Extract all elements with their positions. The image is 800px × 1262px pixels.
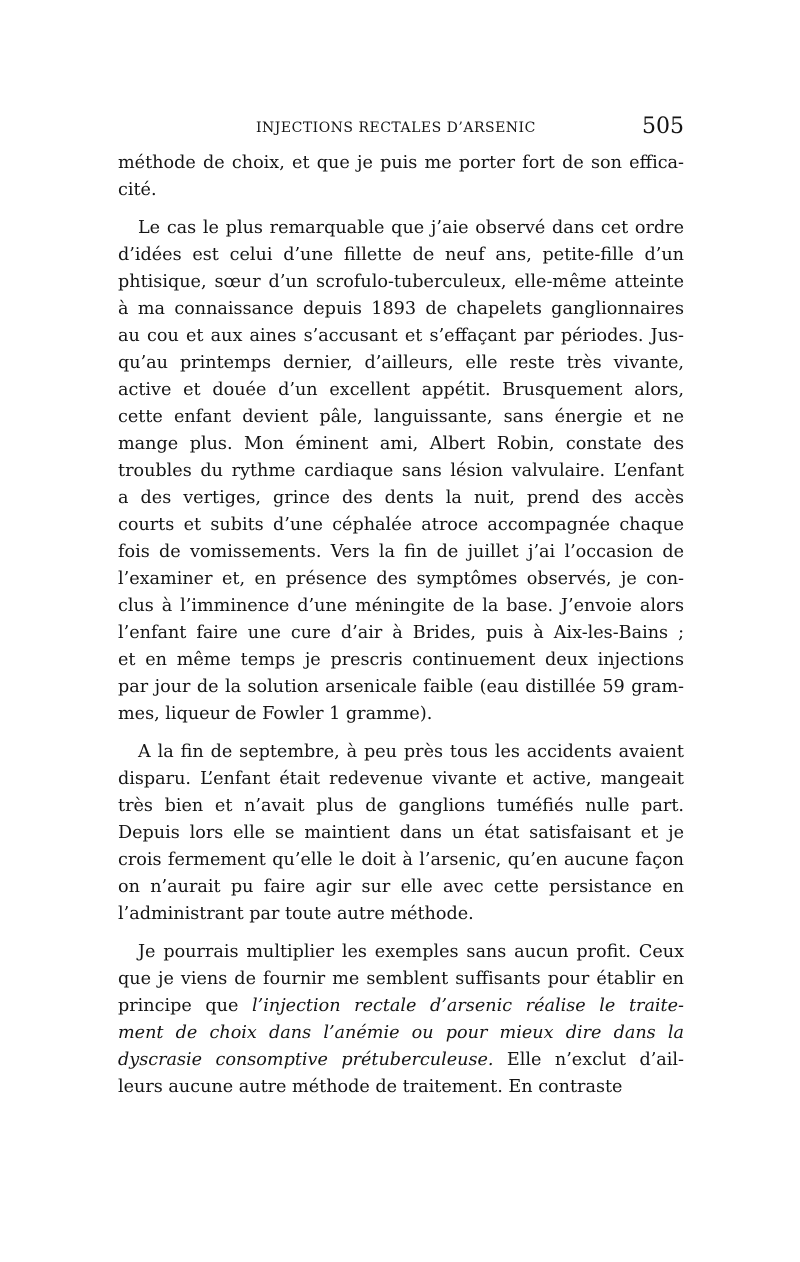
text-line: fois de vomissements. Vers la fin de juillet j’ai l’occasion de (118, 542, 684, 562)
text-line: Je pourrais multiplier les exemples sans aucun profit. Ceux (138, 942, 684, 962)
text-line: cette enfant devient pâle, languissante, sans énergie et ne (118, 407, 684, 427)
text-line: cité. (118, 180, 157, 200)
running-title: INJECTIONS RECTALES D’ARSENIC (256, 120, 536, 136)
text-line (118, 1020, 684, 1047)
text-line: on n’aurait pu faire agir sur elle avec cette persistance en (118, 877, 684, 897)
italic-phrase: dyscrasie consomptive prétuberculeuse. (118, 1050, 494, 1070)
text-line: mange plus. Mon éminent ami, Albert Robin, constate des (118, 434, 684, 454)
text-line: par jour de la solution arsenicale faible (eau distillée 59 gram- (118, 677, 684, 697)
paragraph-gap (118, 728, 684, 739)
text-line: A la fin de septembre, à peu près tous les accidents avaient (138, 742, 684, 762)
italic-phrase: ment de choix dans l’anémie ou pour mieux dire dans la (118, 1023, 684, 1043)
text-line: principe que l’injection rectale d’arsenic réalise le traite- (118, 996, 684, 1016)
text-line: active et douée d’un excellent appétit. Brusquement alors, (118, 380, 684, 400)
text-line: a des vertiges, grince des dents la nuit, prend des accès (118, 488, 684, 508)
paragraph (118, 215, 684, 728)
text-line: troubles du rythme cardiaque sans lésion valvulaire. L’enfant (118, 461, 684, 481)
italic-phrase: l’injection rectale d’arsenic réalise le traite- (252, 996, 684, 1016)
text-line: méthode de choix, et que je puis me porter fort de son effica- (118, 153, 684, 173)
text-line: Depuis lors elle se maintient dans un état satisfaisant et je (118, 823, 684, 843)
text-line: l’examiner et, en présence des symptômes observés, je con- (118, 569, 684, 589)
text-line: mes, liqueur de Fowler 1 gramme). (118, 704, 433, 724)
paragraph (118, 150, 684, 204)
text-line: à ma connaissance depuis 1893 de chapelets ganglionnaires (118, 299, 684, 319)
text-line: au cou et aux aines s’accusant et s’effaçant par périodes. Jus- (118, 326, 684, 346)
paragraph-gap (118, 204, 684, 215)
text-line: très bien et n’avait plus de ganglions tuméfiés nulle part. (118, 796, 684, 816)
text-line: l’enfant faire une cure d’air à Brides, puis à Aix-les-Bains ; (118, 623, 684, 643)
text-line: crois fermement qu’elle le doit à l’arsenic, qu’en aucune façon (118, 850, 684, 870)
paragraph (118, 739, 684, 928)
text-line: Le cas le plus remarquable que j’aie observé dans cet ordre (138, 218, 684, 238)
page-header (118, 112, 684, 142)
page-number: 505 (642, 114, 684, 139)
text-line: d’idées est celui d’une fillette de neuf ans, petite-fille d’un (118, 245, 684, 265)
text-line: que je viens de fournir me semblent suffisants pour établir en (118, 969, 684, 989)
text-line: et en même temps je prescris continuement deux injections (118, 650, 684, 670)
paragraph (118, 939, 684, 1101)
text-line: clus à l’imminence d’une méningite de la base. J’envoie alors (118, 596, 684, 616)
text-line: qu’au printemps dernier, d’ailleurs, elle reste très vivante, (118, 353, 684, 373)
body-text (118, 150, 684, 1101)
text-line: courts et subits d’une céphalée atroce accompagnée chaque (118, 515, 684, 535)
text-line: phtisique, sœur d’un scrofulo-tuberculeux, elle-même atteinte (118, 272, 684, 292)
text-line: dyscrasie consomptive prétuberculeuse. Elle n’exclut d’ail- (118, 1050, 684, 1070)
text-line: disparu. L’enfant était redevenue vivante et active, mangeait (118, 769, 684, 789)
text-line: leurs aucune autre méthode de traitement. En contraste (118, 1077, 623, 1097)
text-line: l’administrant par toute autre méthode. (118, 904, 474, 924)
paragraph-gap (118, 928, 684, 939)
